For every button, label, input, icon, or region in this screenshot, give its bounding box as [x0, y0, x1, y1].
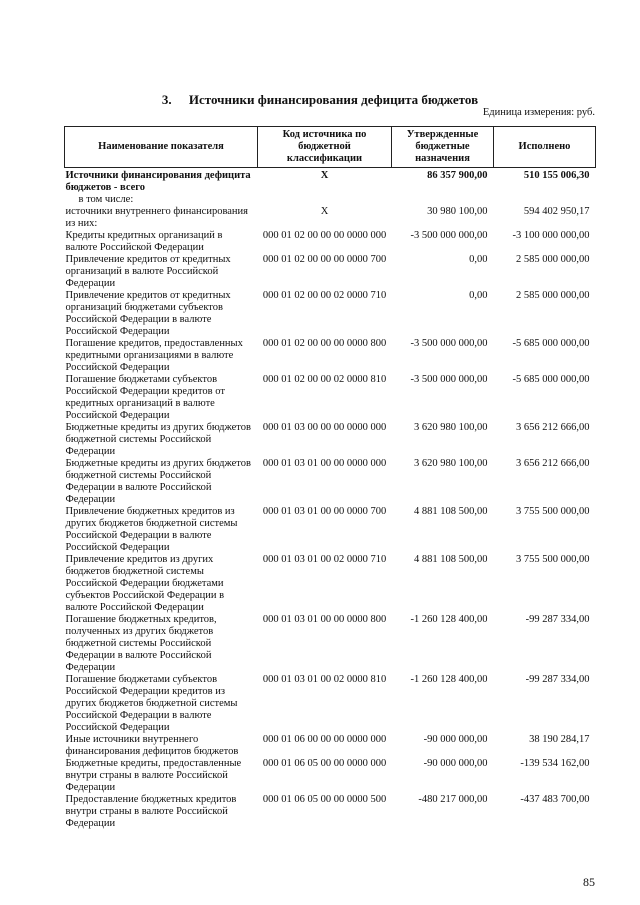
- row-approved: [392, 218, 494, 230]
- section-number: 3.: [161, 92, 172, 107]
- row-name: Погашение бюджетами субъектов Российской Федерации кредитов из других бюджетов бюджетной системы Российской Федерации в валюте Российской Федерации: [65, 674, 238, 733]
- row-name: Привлечение кредитов от кредитных организаций бюджетами субъектов Российской Федерации в валюте Российской Федерации: [65, 290, 231, 337]
- table-row: [65, 554, 596, 614]
- row-approved: -90 000 000,00: [423, 758, 488, 769]
- row-approved: 4 881 108 500,00: [414, 506, 488, 517]
- row-approved: 3 620 980 100,00: [414, 422, 488, 433]
- row-code: [258, 194, 392, 206]
- row-executed: 38 190 284,17: [529, 734, 590, 745]
- row-approved: 30 980 100,00: [427, 206, 488, 217]
- table-row: [65, 794, 596, 830]
- row-name: Иные источники внутреннего финансирования дефицитов бюджетов: [65, 734, 239, 757]
- row-code: 000 01 02 00 00 02 0000 710: [262, 290, 387, 301]
- row-executed: 3 755 500 000,00: [516, 554, 590, 565]
- row-code: 000 01 03 01 00 00 0000 800: [262, 614, 387, 625]
- row-code: 000 01 02 00 00 00 0000 700: [262, 254, 387, 265]
- sources-table: [64, 126, 596, 830]
- row-code: 000 01 03 01 00 00 0000 700: [262, 506, 387, 517]
- row-executed: 3 656 212 666,00: [516, 422, 590, 433]
- row-approved: [392, 194, 494, 206]
- row-code: 000 01 02 00 00 00 0000 800: [262, 338, 387, 349]
- header-code: Код источника по бюджетной классификации: [258, 127, 392, 168]
- row-name: Бюджетные кредиты, предоставленные внутри страны в валюте Российской Федерации: [65, 758, 242, 793]
- row-name: Погашение кредитов, предоставленных кредитными организациями в валюте Российской Федерации: [65, 338, 243, 373]
- row-name: Привлечение бюджетных кредитов из других бюджетов бюджетной системы Российской Федерации в валюте Российской Федерации: [65, 506, 238, 553]
- row-code: 000 01 02 00 00 00 0000 000: [262, 230, 387, 241]
- row-code: 000 01 03 01 00 02 0000 810: [262, 674, 387, 685]
- row-approved: -1 260 128 400,00: [410, 674, 488, 685]
- row-executed: 510 155 006,30: [523, 170, 590, 181]
- row-executed: [494, 218, 596, 230]
- header-name: Наименование показателя: [65, 127, 258, 168]
- table-row: [65, 506, 596, 554]
- header-approved: Утвержденные бюджетные назначения: [392, 127, 494, 168]
- row-approved: -480 217 000,00: [418, 794, 488, 805]
- table-row: [65, 254, 596, 290]
- table-row: [65, 734, 596, 758]
- row-code: Х: [320, 206, 329, 217]
- table-row: [65, 194, 596, 206]
- row-executed: -3 100 000 000,00: [512, 230, 590, 241]
- row-code: 000 01 03 01 00 00 0000 000: [262, 458, 387, 469]
- units-label: Единица измерения: руб.: [482, 107, 595, 118]
- table-row: [65, 758, 596, 794]
- table-row: [65, 422, 596, 458]
- row-executed: -437 483 700,00: [520, 794, 590, 805]
- row-code: 000 01 06 05 00 00 0000 500: [262, 794, 387, 805]
- row-approved: 0,00: [469, 254, 488, 265]
- row-executed: 3 755 500 000,00: [516, 506, 590, 517]
- row-executed: -139 534 162,00: [520, 758, 590, 769]
- row-code: 000 01 03 00 00 00 0000 000: [262, 422, 387, 433]
- table-row: [65, 206, 596, 218]
- row-name: Привлечение кредитов из других бюджетов бюджетной системы Российской Федерации бюджетами субъектов Российской Федерации в валюте Российской Федерации: [65, 554, 225, 613]
- row-approved: -90 000 000,00: [423, 734, 488, 745]
- row-approved: -1 260 128 400,00: [410, 614, 488, 625]
- table-row: [65, 674, 596, 734]
- row-name: источники внутреннего финансирования: [65, 206, 248, 217]
- row-name: Кредиты кредитных организаций в валюте Российской Федерации: [65, 230, 223, 253]
- row-executed: 3 656 212 666,00: [516, 458, 590, 469]
- row-executed: [494, 194, 596, 206]
- row-name: в том числе:: [78, 194, 134, 205]
- table-header-row: [65, 127, 596, 168]
- table-row: [65, 614, 596, 674]
- row-code: 000 01 03 01 00 02 0000 710: [262, 554, 387, 565]
- row-approved: -3 500 000 000,00: [410, 338, 488, 349]
- row-executed: -99 287 334,00: [525, 674, 590, 685]
- table-row: [65, 218, 596, 230]
- header-executed: Исполнено: [494, 127, 596, 168]
- row-approved: 3 620 980 100,00: [414, 458, 488, 469]
- table-row: [65, 168, 596, 195]
- row-name: из них:: [65, 218, 98, 229]
- row-approved: 0,00: [469, 290, 488, 301]
- row-executed: 2 585 000 000,00: [516, 290, 590, 301]
- row-approved: 86 357 900,00: [427, 170, 488, 181]
- table-row: [65, 458, 596, 506]
- row-code: 000 01 02 00 00 02 0000 810: [262, 374, 387, 385]
- row-name: Погашение бюджетами субъектов Российской Федерации кредитов от кредитных организаций в валюте Российской Федерации: [65, 374, 225, 421]
- section-title: [0, 92, 640, 108]
- table-row: [65, 230, 596, 254]
- row-name: Источники финансирования дефицита бюджетов - всего: [65, 170, 251, 193]
- row-executed: -99 287 334,00: [525, 614, 590, 625]
- page-number: 85: [583, 875, 595, 889]
- row-code: [258, 218, 392, 230]
- table-row: [65, 290, 596, 338]
- row-approved: 4 881 108 500,00: [414, 554, 488, 565]
- row-approved: -3 500 000 000,00: [410, 230, 488, 241]
- row-code: 000 01 06 00 00 00 0000 000: [262, 734, 387, 745]
- row-executed: 2 585 000 000,00: [516, 254, 590, 265]
- row-executed: 594 402 950,17: [523, 206, 590, 217]
- section-title-text: Источники финансирования дефицита бюджетов: [188, 92, 479, 107]
- row-name: Бюджетные кредиты из других бюджетов бюджетной системы Российской Федерации: [65, 422, 251, 457]
- row-code: 000 01 06 05 00 00 0000 000: [262, 758, 387, 769]
- row-name: Погашение бюджетных кредитов, полученных из других бюджетов бюджетной системы Российской Федерации в валюте Российской Федерации: [65, 614, 217, 673]
- table-body: [65, 168, 596, 831]
- table-row: [65, 374, 596, 422]
- row-name: Бюджетные кредиты из других бюджетов бюджетной системы Российской Федерации в валюте Российской Федерации: [65, 458, 251, 505]
- row-name: Привлечение кредитов от кредитных организаций в валюте Российской Федерации: [65, 254, 231, 289]
- row-executed: -5 685 000 000,00: [512, 374, 590, 385]
- row-executed: -5 685 000 000,00: [512, 338, 590, 349]
- table-row: [65, 338, 596, 374]
- row-approved: -3 500 000 000,00: [410, 374, 488, 385]
- row-code: Х: [320, 170, 329, 181]
- row-name: Предоставление бюджетных кредитов внутри страны в валюте Российской Федерации: [65, 794, 237, 829]
